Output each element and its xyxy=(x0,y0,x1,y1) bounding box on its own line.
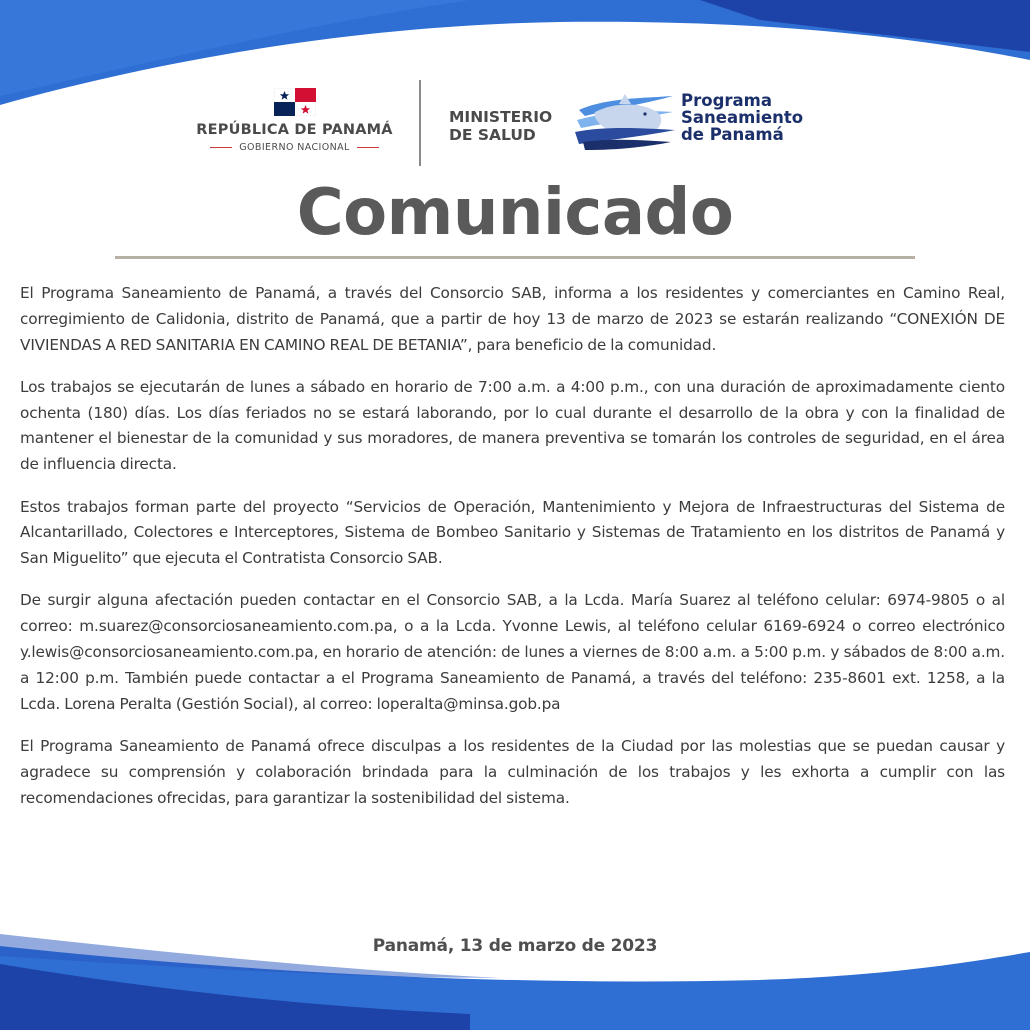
paragraph-3: Estos trabajos forman parte del proyecto “Servicios de Operación, Mantenimiento y Mejora de Infraestructuras del Sistema de Alcantarillado, Colectores e Interceptores, Sistema de Bombeo Sanitario y Sistemas de Tratamiento en los distritos de Panamá y San Miguelito” que ejecuta el Contratista Consorcio SAB. xyxy=(20,497,1005,568)
ministry-name xyxy=(449,108,552,144)
program-line-1: Programa xyxy=(681,91,772,110)
paragraph-4-contacts: De surgir alguna afectación pueden contactar en el Consorcio SAB, a la Lcda. María Suarez al teléfono celular: 6974-9805 o al correo: m.suarez@consorciosaneamiento.com.pa, o a la Lcda. Yvonne Lewis, al teléfono celular 6169-6924 o correo electrónico y.lewis@consorciosaneamiento.com.pa, en horario de atención: de lunes a viernes de 8:00 a.m. a 5:00 p.m. y sábados de 8:00 a.m. a 12:00 p.m. También puede contactar a el Programa Saneamiento de Panamá, a través del teléfono: 235-8601 ext. 1258, a la Lcda. Lorena Peralta (Gestión Social), al correo: loperalta@minsa.gob.pa xyxy=(20,591,1005,713)
panama-flag-icon xyxy=(274,88,316,116)
page-title: Comunicado xyxy=(296,176,734,250)
paragraph-5: El Programa Saneamiento de Panamá ofrece disculpas a los residentes de la Ciudad por las molestias que se puedan causar y agradece su comprensión y colaboración brindada para la culminación de los trabajos y les exhorta a cumplir con las recomendaciones ofrecidas, para garantizar la sostenibilidad del sistema. xyxy=(20,736,1005,807)
header xyxy=(0,78,1030,173)
paragraph-1: El Programa Saneamiento de Panamá, a través del Consorcio SAB, informa a los residentes y comerciantes en Camino Real, corregimiento de Calidonia, distrito de Panamá, que a partir de hoy 13 de marzo de 2023 se estarán realizando “CONEXIÓN DE VIVIENDAS A RED SANITARIA EN CAMINO REAL DE BETANIA”, para beneficio de la comunidad. xyxy=(20,284,1005,354)
communique-body xyxy=(20,281,1005,828)
program-line-2: Saneamiento xyxy=(681,108,804,127)
header-divider xyxy=(419,80,421,166)
ministry-line-2: DE SALUD xyxy=(449,126,536,144)
red-rule-right xyxy=(357,147,379,149)
title-underline xyxy=(115,256,915,259)
ministry-line-1: MINISTERIO xyxy=(449,108,553,126)
government-subtitle: GOBIERNO NACIONAL xyxy=(239,142,350,153)
government-name: REPÚBLICA DE PANAMÁ xyxy=(196,122,393,138)
paragraph-2: Los trabajos se ejecutarán de lunes a sábado en horario de 7:00 a.m. a 4:00 p.m., con una duración de aproximadamente ciento ochenta (180) días. Los días feriados no se estará laborando, por lo cual durante el desarrollo de la obra y con la finalidad de mantener el bienestar de la comunidad y sus moradores, de manera preventiva se tomarán los controles de seguridad, en el área de influencia directa. xyxy=(20,377,1005,474)
red-rule-left xyxy=(210,147,232,149)
program-name xyxy=(681,92,803,143)
government-logo xyxy=(192,88,397,153)
dolphin-logo-icon xyxy=(575,90,677,152)
date-line: Panamá, 13 de marzo de 2023 xyxy=(372,936,658,956)
government-subtitle-row xyxy=(192,142,397,153)
program-line-3: de Panamá xyxy=(681,125,784,144)
